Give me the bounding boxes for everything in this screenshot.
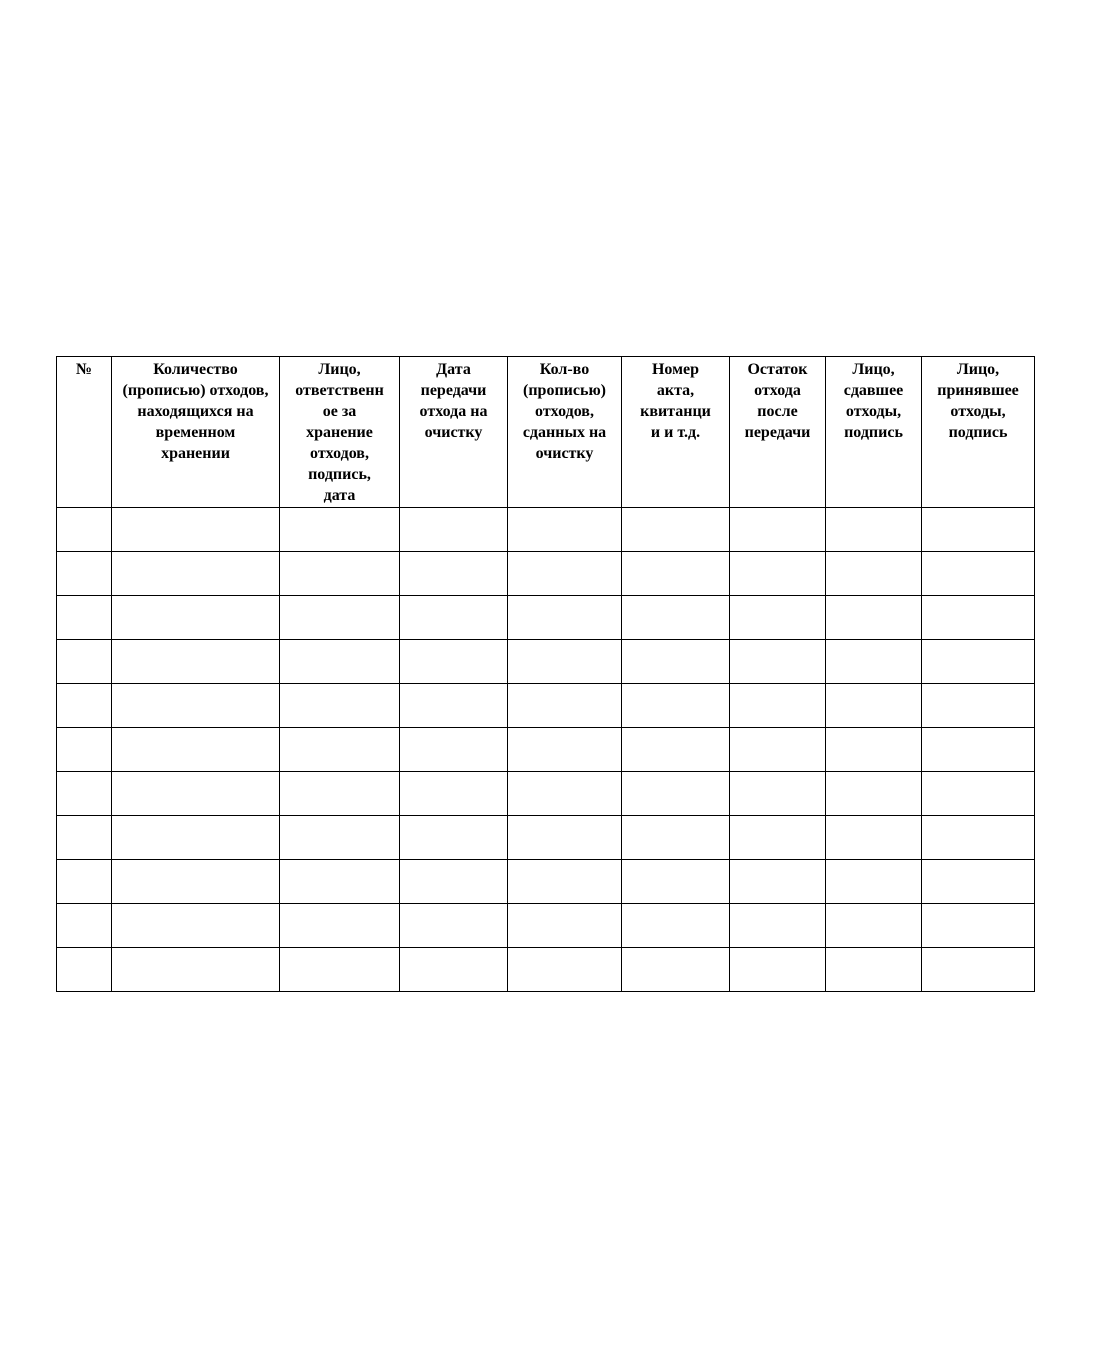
table-cell	[57, 728, 112, 772]
header-transferred-quantity	[508, 357, 622, 508]
table-cell	[922, 596, 1035, 640]
header-remainder-label: Остаток отхода после передачи	[744, 361, 811, 441]
table-cell	[508, 772, 622, 816]
table-cell	[508, 816, 622, 860]
table-cell	[622, 552, 730, 596]
table-cell	[826, 728, 922, 772]
table-cell	[922, 772, 1035, 816]
header-act-number	[622, 357, 730, 508]
table-cell	[730, 596, 826, 640]
table-cell	[622, 596, 730, 640]
header-transferred-quantity-label: Кол-во (прописью) отходов, сданных на очистку	[522, 361, 607, 462]
table-cell	[57, 772, 112, 816]
table-cell	[112, 772, 280, 816]
table-cell	[730, 904, 826, 948]
table-cell	[400, 860, 508, 904]
table-cell	[112, 596, 280, 640]
table-row	[57, 860, 1035, 904]
table-cell	[400, 640, 508, 684]
header-remainder	[730, 357, 826, 508]
table-cell	[280, 552, 400, 596]
header-stored-quantity-label: Количество (прописью) отходов, находящихся на временном хранении	[122, 361, 269, 462]
table-row	[57, 640, 1035, 684]
table-cell	[622, 508, 730, 552]
table-cell	[57, 816, 112, 860]
table-cell	[280, 772, 400, 816]
table-cell	[112, 860, 280, 904]
table-row	[57, 684, 1035, 728]
table-cell	[922, 508, 1035, 552]
table-cell	[400, 948, 508, 992]
table-row	[57, 948, 1035, 992]
table-cell	[112, 728, 280, 772]
header-transfer-date	[400, 357, 508, 508]
table-cell	[280, 904, 400, 948]
table-cell	[730, 860, 826, 904]
table-cell	[622, 640, 730, 684]
table-cell	[57, 552, 112, 596]
header-responsible-person	[280, 357, 400, 508]
table-row	[57, 596, 1035, 640]
table-cell	[826, 508, 922, 552]
table-cell	[112, 508, 280, 552]
table-cell	[57, 596, 112, 640]
table-cell	[730, 552, 826, 596]
table-cell	[508, 860, 622, 904]
table-cell	[400, 508, 508, 552]
table-cell	[57, 860, 112, 904]
table-cell	[280, 816, 400, 860]
table-cell	[826, 948, 922, 992]
table-cell	[508, 552, 622, 596]
table-cell	[400, 904, 508, 948]
table-cell	[826, 904, 922, 948]
header-received-by-label: Лицо, принявшее отходы, подпись	[937, 361, 1019, 441]
table-cell	[280, 860, 400, 904]
table-cell	[730, 684, 826, 728]
table-cell	[730, 772, 826, 816]
table-cell	[508, 596, 622, 640]
table-cell	[112, 684, 280, 728]
header-handed-over-by-label: Лицо, сдавшее отходы, подпись	[843, 361, 904, 441]
table-cell	[826, 816, 922, 860]
table-cell	[922, 552, 1035, 596]
table-cell	[826, 860, 922, 904]
table-cell	[730, 508, 826, 552]
table-cell	[730, 640, 826, 684]
header-handed-over-by	[826, 357, 922, 508]
table-cell	[280, 596, 400, 640]
table-cell	[622, 728, 730, 772]
header-responsible-person-label: Лицо, ответственн ое за хранение отходов, подпись, дата	[295, 361, 384, 504]
table-cell	[622, 684, 730, 728]
table-row	[57, 728, 1035, 772]
table-cell	[508, 508, 622, 552]
table-row	[57, 904, 1035, 948]
header-transfer-date-label: Дата передачи отхода на очистку	[419, 361, 488, 441]
table-body	[57, 508, 1035, 992]
table-cell	[922, 640, 1035, 684]
table-cell	[622, 948, 730, 992]
table-cell	[922, 860, 1035, 904]
header-act-number-label: Номер акта, квитанци и и т.д.	[640, 361, 711, 441]
table-cell	[57, 948, 112, 992]
table-cell	[622, 904, 730, 948]
table-header-row	[57, 357, 1035, 508]
table-row	[57, 772, 1035, 816]
header-stored-quantity	[112, 357, 280, 508]
table-cell	[400, 596, 508, 640]
table-cell	[400, 816, 508, 860]
table-cell	[400, 684, 508, 728]
table-cell	[730, 948, 826, 992]
table-cell	[280, 948, 400, 992]
table-cell	[622, 860, 730, 904]
table-cell	[826, 772, 922, 816]
table-cell	[112, 948, 280, 992]
table-cell	[57, 904, 112, 948]
table-cell	[826, 684, 922, 728]
table-cell	[922, 684, 1035, 728]
table-cell	[112, 904, 280, 948]
table-cell	[112, 552, 280, 596]
table-cell	[57, 508, 112, 552]
table-cell	[508, 684, 622, 728]
header-number-label: №	[75, 361, 93, 378]
table-cell	[508, 640, 622, 684]
table-cell	[922, 904, 1035, 948]
table-cell	[730, 816, 826, 860]
table-cell	[112, 640, 280, 684]
table-cell	[826, 596, 922, 640]
header-received-by	[922, 357, 1035, 508]
waste-log-table	[56, 356, 1035, 992]
table-cell	[400, 772, 508, 816]
table-cell	[400, 728, 508, 772]
table-cell	[57, 684, 112, 728]
table-cell	[622, 816, 730, 860]
table-cell	[730, 728, 826, 772]
table-cell	[508, 728, 622, 772]
table-cell	[508, 904, 622, 948]
table-cell	[280, 508, 400, 552]
table-cell	[57, 640, 112, 684]
table-row	[57, 816, 1035, 860]
table-cell	[280, 684, 400, 728]
table-cell	[826, 640, 922, 684]
table-cell	[922, 728, 1035, 772]
table-cell	[112, 816, 280, 860]
table-row	[57, 552, 1035, 596]
table-cell	[622, 772, 730, 816]
table-cell	[922, 948, 1035, 992]
table-cell	[280, 728, 400, 772]
table-cell	[400, 552, 508, 596]
header-number	[57, 357, 112, 508]
table-cell	[826, 552, 922, 596]
table-row	[57, 508, 1035, 552]
table-cell	[508, 948, 622, 992]
table-cell	[922, 816, 1035, 860]
table-cell	[280, 640, 400, 684]
